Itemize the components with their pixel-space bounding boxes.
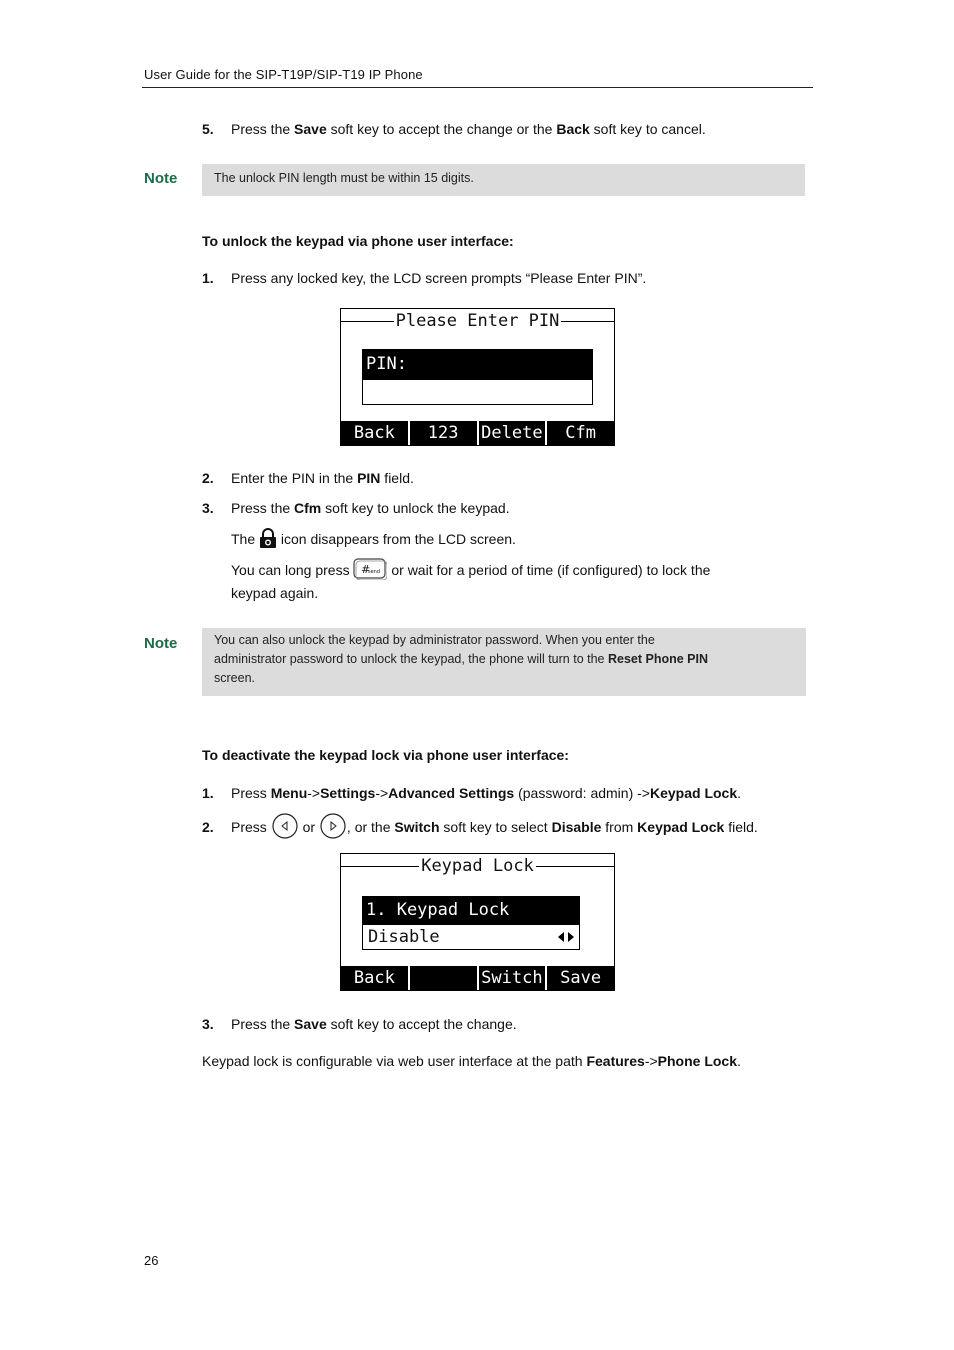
text: Press the — [231, 1016, 295, 1032]
unlock-step-1 — [202, 268, 646, 288]
text: soft key to accept the change or the — [326, 121, 557, 137]
step-number: 1. — [202, 785, 214, 801]
note-box — [202, 628, 806, 696]
softkey-empty — [408, 966, 477, 990]
softkey-cfm[interactable]: Cfm — [545, 421, 614, 445]
text: . — [737, 785, 742, 801]
softkey-save[interactable]: Save — [545, 966, 614, 990]
text: -> — [307, 785, 321, 801]
step-number: 2. — [202, 470, 214, 486]
lcd-softkeys — [341, 966, 614, 990]
step-5 — [202, 119, 706, 139]
softkey-save: Save — [294, 121, 327, 137]
text: soft key to unlock the keypad. — [321, 500, 510, 516]
text: soft key to cancel. — [589, 121, 706, 137]
option-disable: Disable — [551, 819, 602, 836]
text: Press the — [231, 500, 295, 516]
step-number: 3. — [202, 500, 214, 516]
lcd-please-enter-pin — [340, 308, 615, 446]
left-right-arrows-icon — [557, 925, 575, 956]
softkey-back[interactable]: Back — [353, 968, 395, 988]
softkey-back: Back — [556, 121, 590, 137]
web-path-features: Features — [586, 1053, 645, 1069]
unlock-step-3 — [202, 498, 510, 518]
lock-icon — [259, 528, 277, 553]
deactivate-step-3 — [202, 1014, 517, 1034]
keypad-lock-value-field[interactable] — [362, 924, 580, 950]
hash-key-sublabel: send — [368, 569, 381, 575]
header-rule — [142, 87, 813, 88]
right-nav-key-icon — [319, 813, 347, 844]
field-name-keypad-lock: Keypad Lock — [637, 819, 725, 836]
text: Press the — [231, 121, 295, 137]
softkey-save: Save — [294, 1016, 327, 1032]
lcd-title-text: Keypad Lock — [421, 856, 534, 876]
keypad-lock-value: Disable — [368, 927, 440, 947]
lcd-title — [341, 856, 614, 876]
pin-input-field[interactable] — [362, 379, 593, 405]
menu-path-settings: Settings — [320, 785, 376, 801]
menu-path-keypad-lock: Keypad Lock — [649, 785, 738, 801]
text: -> — [375, 785, 389, 801]
text: field. — [724, 819, 758, 836]
pin-label: PIN: — [362, 349, 593, 379]
lcd-softkeys — [341, 421, 614, 445]
step-number: 2. — [202, 819, 214, 836]
closing-paragraph — [202, 1051, 741, 1071]
step-number: 1. — [202, 270, 214, 286]
step-number: 3. — [202, 1016, 214, 1032]
note-line: You can also unlock the keypad by administrator password. When you enter the — [214, 633, 655, 647]
text: , or the — [346, 819, 395, 836]
softkey-123[interactable]: 123 — [408, 421, 477, 445]
softkey-cfm: Cfm — [294, 500, 322, 516]
left-nav-key-icon — [271, 813, 299, 844]
web-path-phone-lock: Phone Lock — [657, 1053, 738, 1069]
text: or wait for a period of time (if configured) to lock the — [387, 562, 711, 579]
text: . — [737, 1053, 741, 1069]
note-label: Note — [144, 635, 178, 652]
long-press-line-2: keypad again. — [231, 585, 319, 601]
text: You can long press — [231, 562, 354, 579]
softkey-switch: Switch — [394, 819, 440, 836]
note-box: The unlock PIN length must be within 15 digits. — [202, 164, 805, 196]
lcd-title — [341, 311, 614, 331]
screen-name-reset-phone-pin: Reset Phone PIN — [607, 652, 709, 666]
deactivate-step-2 — [202, 813, 758, 844]
text: Press any locked key, the LCD screen prompts “Please Enter PIN”. — [231, 270, 647, 286]
text: or — [298, 819, 319, 836]
lcd-keypad-lock — [340, 853, 615, 991]
text: administrator password to unlock the keypad, the phone will turn to the — [214, 652, 608, 666]
deactivate-step-1 — [202, 783, 741, 803]
page-number: 26 — [144, 1253, 159, 1268]
text: field. — [380, 470, 414, 486]
text: Press — [231, 819, 271, 836]
field-name-pin: PIN — [357, 470, 381, 486]
keypad-lock-item: 1. Keypad Lock — [362, 896, 580, 924]
text: -> — [644, 1053, 658, 1069]
text: icon disappears from the LCD screen. — [277, 531, 516, 548]
note-line — [214, 650, 794, 669]
text: The — [231, 531, 260, 548]
lock-icon-line — [231, 528, 516, 553]
text: Enter the PIN in the — [231, 470, 358, 486]
section-heading-deactivate: To deactivate the keypad lock via phone user interface: — [202, 747, 569, 763]
lcd-title-text: Please Enter PIN — [395, 311, 560, 331]
unlock-step-2 — [202, 468, 414, 488]
hash-key-icon — [353, 558, 387, 585]
softkey-switch[interactable]: Switch — [477, 966, 546, 990]
menu-path-advanced-settings: Advanced Settings — [388, 785, 515, 801]
note-line: screen. — [214, 671, 255, 685]
long-press-line — [231, 558, 710, 585]
page-header: User Guide for the SIP-T19P/SIP-T19 IP Phone — [144, 67, 423, 82]
text: soft key to accept the change. — [326, 1016, 517, 1032]
text: soft key to select — [439, 819, 552, 836]
note-label: Note — [144, 170, 178, 187]
softkey-delete[interactable]: Delete — [477, 421, 546, 445]
text: from — [601, 819, 638, 836]
hash-key-label: # — [361, 563, 371, 576]
section-heading-unlock: To unlock the keypad via phone user interface: — [202, 233, 514, 249]
step-number: 5. — [202, 121, 214, 137]
text: (password: admin) -> — [514, 785, 650, 801]
menu-path-menu: Menu — [270, 785, 308, 801]
text: Keypad lock is configurable via web user interface at the path — [202, 1053, 587, 1069]
text: Press — [231, 785, 271, 801]
softkey-back[interactable]: Back — [353, 423, 395, 443]
